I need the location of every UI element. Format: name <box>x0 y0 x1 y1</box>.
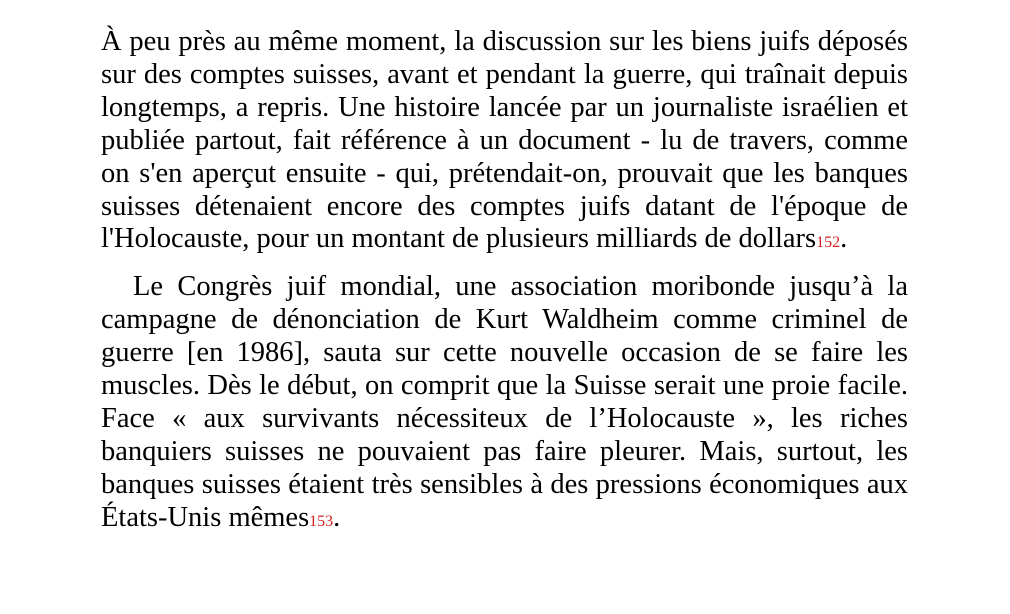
footnote-ref-152[interactable]: 152 <box>816 234 841 252</box>
paragraph-1-text: À peu près au même moment, la discussion sur les biens juifs déposés sur des comptes suisses, avant et pendant la guerre, qui traînait depuis longtemps, a repris. Une histoire lancée par un journaliste israélien et publiée partout, fait référence à un document - lu de travers, comme on s'en aperçut ensuite - qui, prétendait-on, prouvait que les banques suisses détenaient encore des comptes juifs datant de l'époque de l'Holocauste, pour un montant de plusieurs milliards de dollars <box>101 26 908 255</box>
paragraph-1 <box>101 26 908 256</box>
paragraph-2-end: . <box>333 501 341 533</box>
document-page <box>101 26 908 535</box>
paragraph-2-text: Le Congrès juif mondial, une association moribonde jusqu’à la campagne de dénonciation de Kurt Waldheim comme criminel de guerre [en 1986], sauta sur cette nouvelle occasion de se faire les muscles. Dès le début, on comprit que la Suisse serait une proie facile. Face « aux survivants nécessiteux de l’Holocauste », les riches banquiers suisses ne pouvaient pas faire pleurer. Mais, surtout, les banques suisses étaient très sensibles à des pressions économiques aux États-Unis mêmes <box>101 271 908 533</box>
paragraph-1-end: . <box>840 223 848 255</box>
footnote-ref-153[interactable]: 153 <box>309 512 334 530</box>
paragraph-2 <box>101 271 908 534</box>
